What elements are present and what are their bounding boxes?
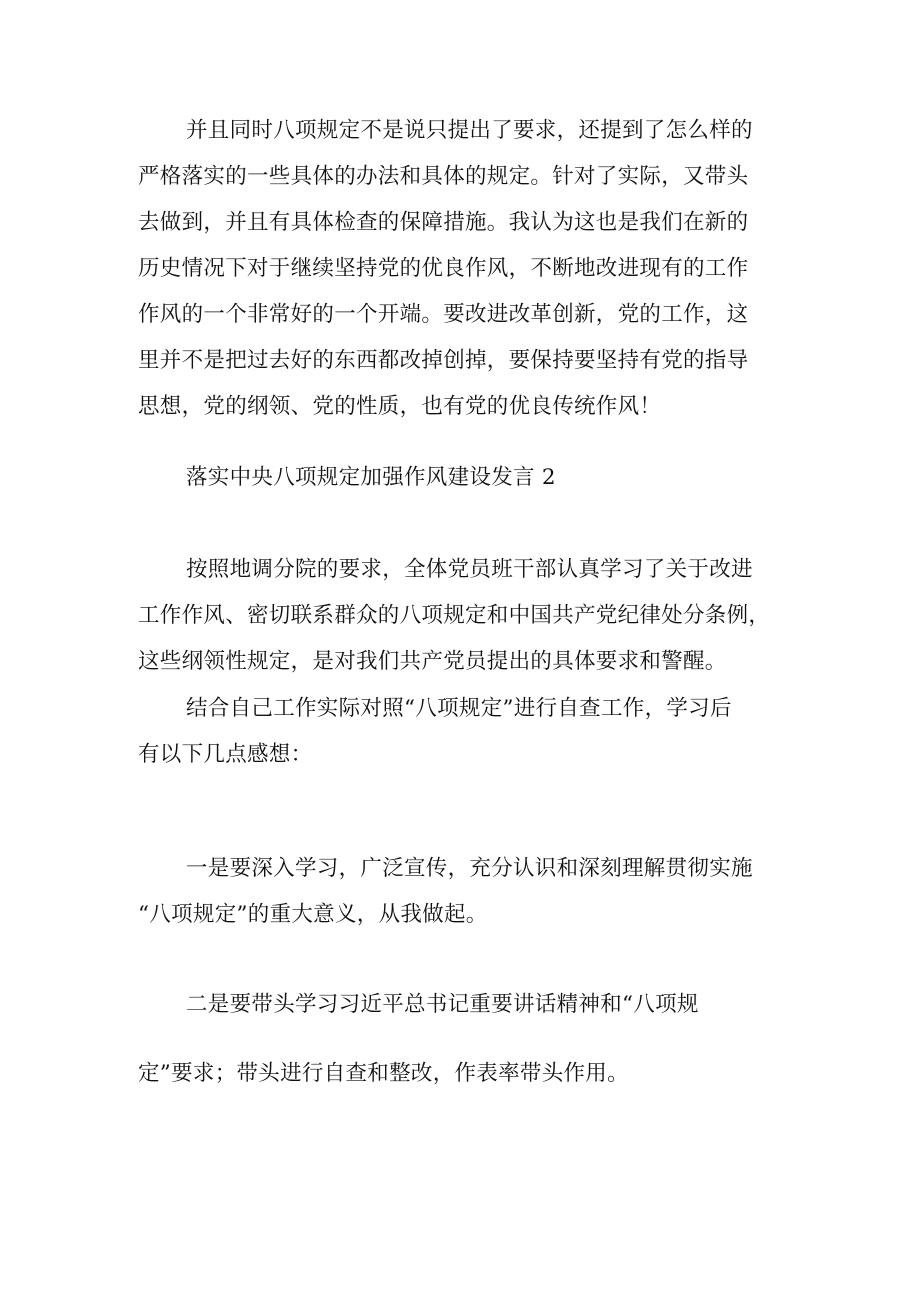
paragraph-6 — [138, 982, 788, 1028]
paragraph-line: 这些纲领性规定，是对我们共产党员提出的具体要求和警醒。 — [138, 649, 727, 674]
paragraph-3 — [138, 547, 788, 685]
paragraph-line: 里并不是把过去好的东西都改掉创掉，要保持要坚持有党的指导 — [138, 348, 749, 373]
paragraph-line: 作风的一个非常好的一个开端。要改进改革创新，党的工作，这 — [138, 302, 749, 327]
paragraph-line: 思想，党的纲领、党的性质，也有党的优良传统作风！ — [138, 394, 662, 419]
paragraph-line: 历史情况下对于继续坚持党的优良作风，不断地改进现有的工作 — [138, 256, 749, 281]
paragraph-7 — [138, 1051, 788, 1097]
paragraph-line: 结合自己工作实际对照“八项规定”进行自查工作，学习后 — [186, 696, 732, 721]
paragraph-line: 工作作风、密切联系群众的八项规定和中国共产党纪律处分条例， — [138, 603, 771, 628]
paragraph-line: 一是要深入学习，广泛宣传，充分认识和深刻理解贯彻实施 — [186, 856, 753, 881]
paragraph-line: 定”要求；带头进行自查和整改，作表率带头作用。 — [138, 1061, 629, 1086]
paragraph-line: 按照地调分院的要求，全体党员班干部认真学习了关于改进 — [186, 557, 753, 582]
paragraph-5 — [138, 846, 788, 938]
paragraph-line: “八项规定”的重大意义，从我做起。 — [138, 902, 488, 927]
paragraph-line: 有以下几点感想： — [138, 742, 313, 767]
paragraph-4 — [138, 686, 788, 778]
paragraph-line: 并且同时八项规定不是说只提出了要求，还提到了怎么样的 — [186, 118, 753, 143]
paragraph-line: 严格落实的一些具体的办法和具体的规定。针对了实际，又带头 — [138, 164, 749, 189]
section-heading-text: 落实中央八项规定加强作风建设发言 2 — [186, 465, 556, 490]
section-heading — [138, 455, 788, 501]
paragraph-line: 二是要带头学习习近平总书记重要讲话精神和“八项规 — [186, 992, 699, 1017]
paragraph-1 — [138, 108, 788, 430]
paragraph-line: 去做到，并且有具体检查的保障措施。我认为这也是我们在新的 — [138, 210, 749, 235]
